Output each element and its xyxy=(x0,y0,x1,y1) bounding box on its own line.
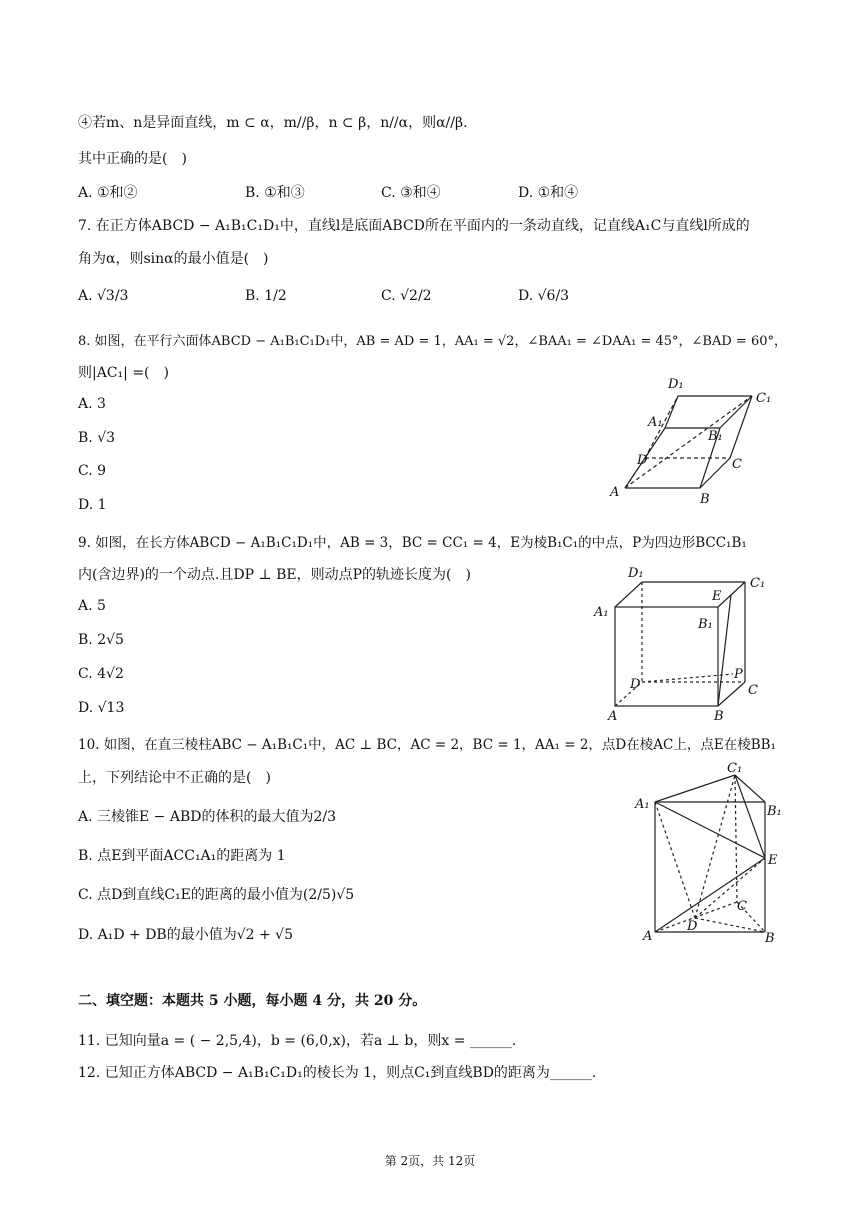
label-a: A xyxy=(643,929,653,944)
label-p: P xyxy=(734,667,743,682)
q7-line-1: 7. 在正方体ABCD − A₁B₁C₁D₁中，直线l是底面ABCD所在平面内的一条动直线，记直线A₁C与直线l所成的 xyxy=(78,218,750,234)
q7-line-2: 角为α，则sinα的最小值是( ) xyxy=(78,251,269,267)
q7-option-c: C. √2/2 xyxy=(381,288,432,304)
section-2-heading: 二、填空题：本题共 5 小题，每小题 4 分，共 20 分。 xyxy=(78,993,427,1009)
label-a1: A₁ xyxy=(594,605,609,620)
label-b: B xyxy=(765,931,775,945)
q7-option-d: D. √6/3 xyxy=(518,288,570,304)
label-c1: C₁ xyxy=(756,391,772,406)
q10-line-1: 10. 如图，在直三棱柱ABC − A₁B₁C₁中，AC ⊥ BC，AC = 2，BC = 1，AA₁ = 2，点D在棱AC上，点E在棱BB₁ xyxy=(78,737,776,753)
q10-option-b: B. 点E到平面ACC₁A₁的距离为 1 xyxy=(78,848,286,864)
label-d1: D₁ xyxy=(628,566,644,581)
q8-option-a: A. 3 xyxy=(78,396,106,412)
q9-line-2: 内(含边界)的一个动点.且DP ⊥ BE，则动点P的轨迹长度为( ) xyxy=(78,567,471,583)
q6-option-b: B. ①和③ xyxy=(245,185,305,201)
q9-line-1: 9. 如图，在长方体ABCD − A₁B₁C₁D₁中，AB = 3，BC = CC₁ = 4，E为棱B₁C₁的中点，P为四边形BCC₁B₁ xyxy=(78,535,747,551)
label-b1: B₁ xyxy=(708,429,723,444)
label-c: C xyxy=(737,899,747,914)
label-a: A xyxy=(610,485,620,500)
label-d: D xyxy=(630,677,641,692)
q9-option-a: A. 5 xyxy=(78,598,106,614)
q8-parallelepiped-figure xyxy=(600,370,790,510)
q8-option-b: B. √3 xyxy=(78,430,116,446)
q8-line-1: 8. 如图，在平行六面体ABCD − A₁B₁C₁D₁中，AB = AD = 1，AA₁ = √2，∠BAA₁ = ∠DAA₁ = 45°，∠BAD = 60°， xyxy=(78,334,787,349)
q10-option-d: D. A₁D + DB的最小值为√2 + √5 xyxy=(78,927,294,943)
q8-option-c: C. 9 xyxy=(78,463,107,479)
q9-cuboid-figure xyxy=(590,562,790,724)
q11-line: 11. 已知向量a = ( − 2,5,4)，b = (6,0,x)，若a ⊥ b，则x = ______. xyxy=(78,1033,517,1049)
label-b1: B₁ xyxy=(767,804,782,819)
label-c: C xyxy=(748,683,758,698)
label-e: E xyxy=(712,589,722,604)
q10-option-a: A. 三棱锥E − ABD的体积的最大值为2/3 xyxy=(78,809,337,825)
q7-option-a: A. √3/3 xyxy=(78,288,129,304)
q12-line: 12. 已知正方体ABCD − A₁B₁C₁D₁的棱长为 1，则点C₁到直线BD的距离为______. xyxy=(78,1065,597,1081)
label-c1: C₁ xyxy=(750,576,766,591)
label-d1: D₁ xyxy=(668,377,684,392)
label-e: E xyxy=(768,853,778,868)
q9-option-b: B. 2√5 xyxy=(78,632,124,648)
label-d: D xyxy=(637,453,648,468)
label-c: C xyxy=(732,457,742,472)
label-a1: A₁ xyxy=(635,797,650,812)
q7-option-b: B. 1/2 xyxy=(245,288,287,304)
q9-option-d: D. √13 xyxy=(78,700,125,716)
q6-option-d: D. ①和④ xyxy=(518,185,579,201)
q6-prompt: 其中正确的是( ) xyxy=(78,151,187,167)
label-b: B xyxy=(714,709,724,724)
q6-option-c: C. ③和④ xyxy=(381,185,441,201)
label-a1: A₁ xyxy=(648,415,663,430)
label-c1: C₁ xyxy=(727,761,743,776)
q10-prism-figure xyxy=(625,760,790,945)
label-b1: B₁ xyxy=(698,617,713,632)
page-footer: 第 2页，共 12页 xyxy=(384,1154,476,1168)
q8-line-2: 则|AC₁| =( ) xyxy=(78,365,169,381)
label-d: D xyxy=(687,919,698,934)
q10-line-2: 上，下列结论中不正确的是( ) xyxy=(78,770,271,786)
q6-statement-4: ④若m、n是异面直线，m ⊂ α，m//β，n ⊂ β，n//α，则α//β. xyxy=(78,115,468,131)
q8-option-d: D. 1 xyxy=(78,497,107,513)
label-b: B xyxy=(700,492,710,507)
label-a: A xyxy=(608,709,618,724)
q9-option-c: C. 4√2 xyxy=(78,666,124,682)
q10-option-c: C. 点D到直线C₁E的距离的最小值为(2/5)√5 xyxy=(78,887,355,903)
q6-option-a: A. ①和② xyxy=(78,185,138,201)
